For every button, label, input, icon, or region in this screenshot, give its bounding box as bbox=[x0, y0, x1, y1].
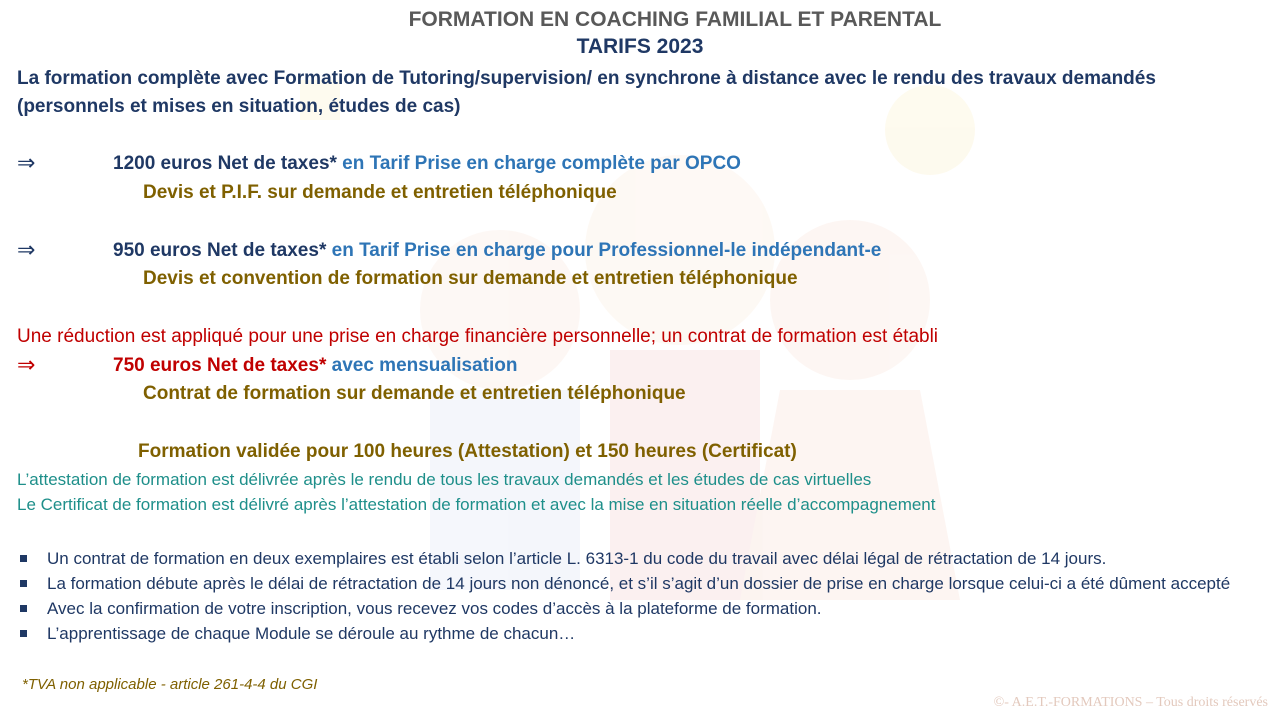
page-subtitle: TARIFS 2023 bbox=[576, 35, 704, 58]
validation-headline: Formation validée pour 100 heures (Attestation) et 150 heures (Certificat) bbox=[138, 441, 797, 462]
bullet-square-icon bbox=[20, 555, 27, 562]
offer-1-price: 1200 euros Net de taxes* bbox=[113, 153, 337, 174]
list-item-text: La formation débute après le délai de rétractation de 14 jours non dénoncé, et s’il s’agit d’un dossier de prise en charge lorsque celui-ci a été dûment accepté bbox=[47, 574, 1231, 593]
bullet-square-icon bbox=[20, 630, 27, 637]
intro-text: La formation complète avec Formation de Tutoring/supervision/ en synchrone à distance avec le rendu des travaux demandés (personnels et mises en situation, études de cas) bbox=[17, 68, 1156, 117]
attestation-text: L’attestation de formation est délivrée après le rendu de tous les travaux demandés et les études de cas virtuelles bbox=[17, 470, 872, 489]
tva-footnote: *TVA non applicable - article 261-4-4 du CGI bbox=[22, 676, 318, 693]
conditions-list bbox=[17, 546, 1267, 646]
arrow-icon: ⇒ bbox=[17, 237, 36, 262]
list-item-text: Un contrat de formation en deux exemplaires est établi selon l’article L. 6313-1 du code du travail avec délai légal de rétractation de 14 jours. bbox=[47, 549, 1107, 568]
bullet-square-icon bbox=[20, 605, 27, 612]
list-item bbox=[17, 596, 1267, 621]
offer-3-detail: Contrat de formation sur demande et entretien téléphonique bbox=[143, 383, 686, 404]
list-item bbox=[17, 621, 1267, 646]
offer-2-tariff: en Tarif Prise en charge pour Professionnel-le indépendant-e bbox=[326, 240, 882, 261]
offer-3-line bbox=[113, 355, 518, 377]
offer-2-price: 950 euros Net de taxes* bbox=[113, 240, 327, 261]
page-title: FORMATION EN COACHING FAMILIAL ET PARENTAL bbox=[408, 8, 942, 31]
offer-2-line bbox=[113, 240, 881, 262]
offer-2-detail: Devis et convention de formation sur demande et entretien téléphonique bbox=[143, 268, 798, 289]
list-item-text: Avec la confirmation de votre inscription, vous recevez vos codes d’accès à la plateforme de formation. bbox=[47, 599, 822, 618]
offer-3-tariff: avec mensualisation bbox=[326, 355, 518, 376]
list-item bbox=[17, 546, 1267, 571]
list-item bbox=[17, 571, 1267, 596]
bullet-square-icon bbox=[20, 580, 27, 587]
copyright-notice: ©- A.E.T.-FORMATIONS – Tous droits réservés bbox=[993, 695, 1268, 710]
offer-1-tariff: en Tarif Prise en charge complète par OPCO bbox=[336, 153, 741, 174]
offer-3-price: 750 euros Net de taxes* bbox=[113, 355, 327, 376]
certificat-text: Le Certificat de formation est délivré après l’attestation de formation et avec la mise en situation réelle d’accompagnement bbox=[17, 495, 936, 514]
reduction-text: Une réduction est appliqué pour une prise en charge financière personnelle; un contrat de formation est établi bbox=[17, 326, 939, 347]
offer-1-detail: Devis et P.I.F. sur demande et entretien téléphonique bbox=[143, 182, 617, 203]
offer-1-line bbox=[113, 153, 741, 175]
list-item-text: L’apprentissage de chaque Module se déroule au rythme de chacun… bbox=[47, 624, 576, 643]
arrow-icon: ⇒ bbox=[17, 150, 36, 175]
arrow-icon: ⇒ bbox=[17, 352, 36, 377]
